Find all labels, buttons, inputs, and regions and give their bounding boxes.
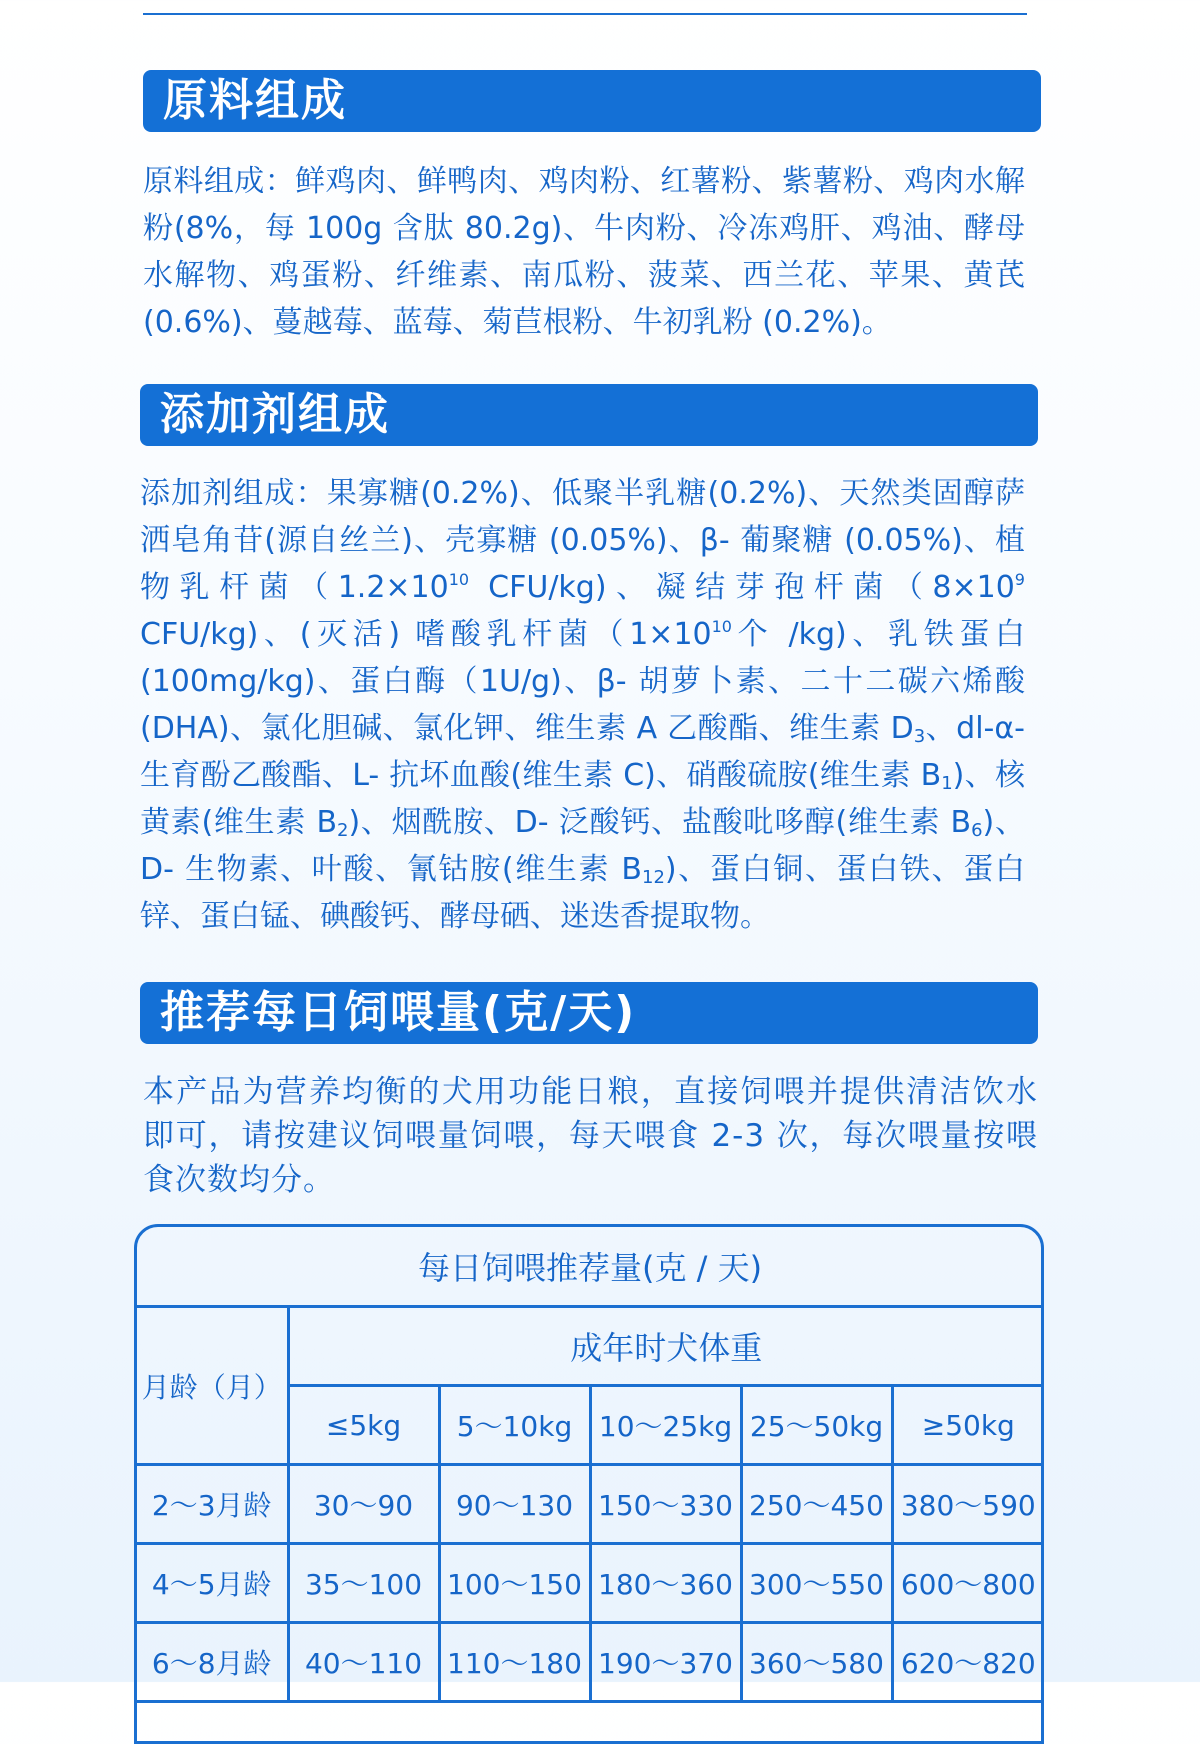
value-cell: 360～580 [741, 1623, 892, 1702]
feeding-table [134, 1224, 1044, 1744]
additive-part: )、D- 生物素、叶酸、氰钴胺(维生素 B [140, 805, 1025, 887]
additive-text [140, 470, 1025, 940]
age-cell: 4～5月龄 [137, 1544, 288, 1623]
value-cell: 90～130 [439, 1465, 590, 1544]
table-row [137, 1544, 1043, 1623]
section-title-raw: 原料组成 [143, 70, 1041, 132]
value-cell: 300～550 [741, 1544, 892, 1623]
weight-header: 成年时犬体重 [288, 1307, 1043, 1386]
subscript: 3 [913, 726, 926, 747]
section-title-additive: 添加剂组成 [140, 384, 1038, 446]
value-cell: 380～590 [892, 1465, 1043, 1544]
exponent: 9 [1014, 570, 1025, 589]
additive-part: CFU/kg)、凝结芽孢杆菌（8×10 [469, 570, 1015, 605]
feeding-text: 本产品为营养均衡的犬用功能日粮，直接饲喂并提供清洁饮水即可，请按建议饲喂量饲喂，每天喂食 2-3 次，每次喂量按喂食次数均分。 [143, 1074, 1038, 1198]
section-title-feeding: 推荐每日饲喂量(克/天) [140, 982, 1038, 1044]
additive-part: )、核黄素(维生素 B [140, 758, 1025, 840]
additive-part: CFU/kg)、(灭活) 嗜酸乳杆菌（1×10 [140, 617, 712, 652]
value-cell: 190～370 [590, 1623, 741, 1702]
col-header: ≤5kg [288, 1386, 439, 1465]
table-row [137, 1465, 1043, 1544]
additive-part: 、dl-α- 生育酚乙酸酯、L- 抗坏血酸(维生素 C)、硝酸硫胺(维生素 B [140, 711, 1025, 793]
subscript: 1 [941, 773, 953, 794]
age-header: 月龄（月） [137, 1307, 288, 1465]
col-header: 25～50kg [741, 1386, 892, 1465]
value-cell: 35～100 [288, 1544, 439, 1623]
value-cell: 150～330 [590, 1465, 741, 1544]
top-divider [143, 13, 1027, 15]
col-header: ≥50kg [892, 1386, 1043, 1465]
exponent: 10 [711, 617, 732, 636]
raw-content: 鲜鸡肉、鲜鸭肉、鸡肉粉、红薯粉、紫薯粉、鸡肉水解粉(8%，每 100g 含肽 80.2g)、牛肉粉、冷冻鸡肝、鸡油、酵母水解物、鸡蛋粉、纤维素、南瓜粉、菠菜、西兰花、苹果、黄芪(0.6%)、蔓越莓、蓝莓、菊苣根粉、牛初乳粉 (0.2%)。 [143, 164, 1026, 340]
additive-part: 果寡糖(0.2%)、低聚半乳糖(0.2%)、天然类固醇萨洒皂角苷(源自丝兰)、壳寡糖 (0.05%)、β- 葡聚糖 (0.05%)、植物乳杆菌（1.2×10 [140, 476, 1025, 605]
value-cell: 250～450 [741, 1465, 892, 1544]
value-cell: 110～180 [439, 1623, 590, 1702]
col-header: 10～25kg [590, 1386, 741, 1465]
value-cell: 620～820 [892, 1623, 1043, 1702]
value-cell: 40～110 [288, 1623, 439, 1702]
additive-part: )、烟酰胺、D- 泛酸钙、盐酸吡哆醇(维生素 B [348, 805, 972, 840]
raw-label: 原料组成： [143, 164, 296, 199]
value-cell: 30～90 [288, 1465, 439, 1544]
value-cell: 180～360 [590, 1544, 741, 1623]
age-cell: 6～8月龄 [137, 1623, 288, 1702]
raw-materials-text [143, 158, 1025, 346]
table-title: 每日饲喂推荐量(克 / 天) [137, 1227, 1043, 1307]
col-header: 5～10kg [439, 1386, 590, 1465]
age-cell: 2～3月龄 [137, 1465, 288, 1544]
additive-part: )、蛋白铜、蛋白铁、蛋白锌、蛋白锰、碘酸钙、酵母硒、迷迭香提取物。 [140, 852, 1025, 934]
additive-label: 添加剂组成： [140, 476, 327, 511]
value-cell: 600～800 [892, 1544, 1043, 1623]
table-row [137, 1623, 1043, 1702]
exponent: 10 [448, 570, 470, 589]
subscript: 6 [971, 820, 983, 841]
additive-part: 个 /kg)、乳铁蛋白(100mg/kg)、蛋白酶（1U/g)、β- 胡萝卜素、二十二碳六烯酸(DHA)、氯化胆碱、氯化钾、维生素 A 乙酸酯、维生素 D [140, 617, 1026, 746]
subscript: 12 [642, 867, 665, 888]
subscript: 2 [337, 820, 349, 841]
value-cell: 100～150 [439, 1544, 590, 1623]
